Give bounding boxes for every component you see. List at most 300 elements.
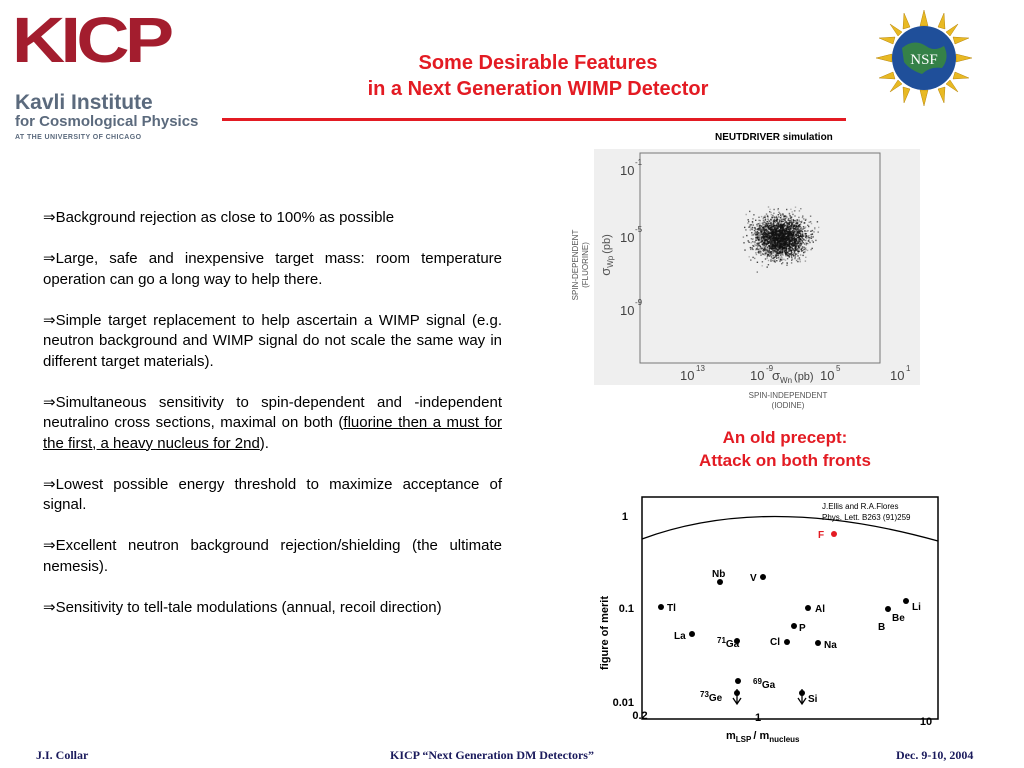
scatter-point [791, 217, 792, 218]
scatter-point [779, 246, 780, 247]
scatter-point [801, 251, 802, 252]
scatter-point [768, 256, 769, 257]
scatter-point [757, 231, 758, 232]
scatter-point [777, 245, 778, 246]
scatter-point [790, 230, 791, 231]
scatter-point [798, 246, 799, 247]
scatter-point [757, 252, 758, 253]
element-point [784, 639, 790, 645]
scatter-point [762, 250, 763, 251]
scatter-point [746, 214, 747, 215]
scatter-point [784, 237, 785, 238]
scatter-point [789, 243, 790, 244]
scatter-point [800, 254, 801, 255]
scatter-point [789, 231, 790, 232]
scatter-point [759, 223, 760, 224]
scatter-point [759, 243, 760, 244]
scatter-point [776, 233, 777, 234]
scatter-point [806, 233, 807, 234]
scatter-point [758, 220, 759, 221]
scatter-point [782, 246, 783, 247]
bullet-list [43, 208, 502, 639]
y-tick-base: 10 [620, 163, 635, 178]
scatter-point [772, 246, 773, 247]
scatter-point [792, 244, 793, 245]
scatter-point [754, 244, 755, 245]
y-axis-unit: (pb) [601, 234, 613, 254]
scatter-point [789, 238, 790, 239]
scatter-point [799, 231, 800, 232]
scatter-point [797, 226, 798, 227]
scatter-point [777, 221, 778, 222]
scatter-point [778, 224, 779, 225]
y-tick-label: 0.01 [612, 697, 634, 709]
scatter-point [786, 226, 787, 227]
scatter-point [763, 237, 764, 238]
scatter-point [785, 250, 786, 251]
scatter-point [784, 234, 785, 235]
scatter-point [783, 215, 784, 216]
scatter-point [772, 215, 773, 216]
scatter-point [804, 230, 805, 231]
scatter-point [786, 236, 787, 237]
scatter-point [805, 257, 806, 258]
element-label: Cl [770, 637, 780, 648]
scatter-point [751, 247, 752, 248]
x-axis-slash: / m [753, 730, 770, 742]
x-tick-label: 1 [754, 712, 762, 724]
scatter-point [777, 209, 778, 210]
scatter-point [771, 252, 772, 253]
scatter-point [750, 228, 751, 229]
scatter-point [751, 242, 752, 243]
scatter-point [781, 256, 782, 257]
scatter-point [770, 227, 771, 228]
scatter-point [772, 250, 773, 251]
scatter-point [766, 213, 767, 214]
scatter-point [760, 248, 761, 249]
y-tick-exp: -5 [635, 225, 643, 234]
scatter-point [764, 242, 765, 243]
scatter-point [817, 221, 818, 222]
scatter-point [799, 221, 800, 222]
y-axis-label-bottom: (FLUORINE) [581, 242, 590, 288]
element-label: $^{69}$Ga [753, 677, 776, 691]
element-point [885, 606, 891, 612]
scatter-point [781, 259, 782, 260]
scatter-point [754, 258, 755, 259]
scatter-point [787, 239, 788, 240]
scatter-point [745, 229, 746, 230]
scatter-point [792, 254, 793, 255]
scatter-point [795, 250, 796, 251]
scatter-point [799, 249, 800, 250]
simulation-caption: NEUTDRIVER simulation [715, 132, 833, 143]
scatter-point [787, 263, 788, 264]
scatter-point [770, 242, 771, 243]
scatter-point [783, 216, 784, 217]
scatter-point [767, 239, 768, 240]
scatter-point [775, 261, 776, 262]
scatter-point [760, 229, 761, 230]
scatter-point [763, 226, 764, 227]
scatter-point [805, 249, 806, 250]
scatter-point [798, 220, 799, 221]
scatter-point [753, 234, 754, 235]
scatter-point [761, 216, 762, 217]
scatter-point [796, 244, 797, 245]
scatter-point [777, 219, 778, 220]
scatter-point [775, 231, 776, 232]
scatter-point [764, 228, 765, 229]
element-label: Nb [712, 569, 726, 580]
x-axis-m: m [726, 730, 736, 742]
y-axis-label: figure of merit [599, 596, 611, 670]
scatter-point [805, 247, 806, 248]
scatter-point [778, 212, 779, 213]
x-axis-label-top: SPIN-INDEPENDENT [748, 391, 828, 400]
scatter-point [762, 244, 763, 245]
scatter-point [808, 239, 809, 240]
scatter-point [773, 237, 774, 238]
element-label: F [818, 530, 825, 541]
scatter-point [791, 239, 792, 240]
element-label: Si [808, 694, 818, 705]
scatter-point [773, 234, 774, 235]
scatter-point [784, 222, 785, 223]
y-axis-label-top: SPIN-DEPENDENT [571, 229, 580, 301]
scatter-point [754, 230, 755, 231]
scatter-point [769, 240, 770, 241]
scatter-point [781, 251, 782, 252]
scatter-point [815, 240, 816, 241]
x-axis-sub: Wn [780, 376, 793, 385]
scatter-point [794, 245, 795, 246]
scatter-point [789, 213, 790, 214]
scatter-point [756, 243, 757, 244]
scatter-point [800, 228, 801, 229]
scatter-point [780, 215, 781, 216]
scatter-point [803, 235, 804, 236]
scatter-point [767, 256, 768, 257]
university-text: AT THE UNIVERSITY OF CHICAGO [15, 134, 142, 141]
scatter-point [771, 221, 772, 222]
scatter-point [791, 248, 792, 249]
scatter-point [767, 227, 768, 228]
scatter-point [781, 216, 782, 217]
element-label: Tl [667, 603, 676, 614]
scatter-point [752, 229, 753, 230]
scatter-point [808, 235, 809, 236]
scatter-point [805, 219, 806, 220]
scatter-point [777, 249, 778, 250]
scatter-point [813, 236, 814, 237]
figure-of-merit-plot [596, 493, 952, 743]
scatter-point [774, 240, 775, 241]
scatter-point [792, 211, 793, 212]
scatter-point [782, 254, 783, 255]
scatter-point [797, 231, 798, 232]
scatter-point [763, 220, 764, 221]
x-axis-sub-nucleus: nucleus [769, 735, 800, 743]
scatter-point [763, 234, 764, 235]
scatter-point [766, 233, 767, 234]
scatter-point [746, 235, 747, 236]
scatter-point [743, 236, 744, 237]
scatter-point [804, 222, 805, 223]
scatter-point [791, 250, 792, 251]
scatter-point [753, 224, 754, 225]
scatter-point [780, 237, 781, 238]
scatter-point [769, 209, 770, 210]
scatter-point [748, 221, 749, 222]
scatter-point [799, 247, 800, 248]
scatter-point [792, 238, 793, 239]
scatter-point [764, 217, 765, 218]
scatter-point [764, 222, 765, 223]
scatter-point [788, 229, 789, 230]
scatter-point [798, 234, 799, 235]
x-axis-sub-lsp: LSP [735, 735, 752, 743]
scatter-point [768, 264, 769, 265]
scatter-point [794, 258, 795, 259]
scatter-point [785, 225, 786, 226]
scatter-point [786, 233, 787, 234]
scatter-point [789, 249, 790, 250]
element-point [658, 604, 664, 610]
scatter-point [772, 258, 773, 259]
scatter-point [785, 260, 786, 261]
scatter-point [802, 246, 803, 247]
scatter-point [759, 228, 760, 229]
scatter-point [790, 220, 791, 221]
scatter-point [775, 225, 776, 226]
scatter-point [744, 227, 745, 228]
element-label: $^{73}$Ge [700, 690, 723, 704]
scatter-point [786, 238, 787, 239]
scatter-point [808, 241, 809, 242]
scatter-point [787, 258, 788, 259]
scatter-point [760, 255, 761, 256]
scatter-point [764, 239, 765, 240]
scatter-point [764, 248, 765, 249]
scatter-point [796, 238, 797, 239]
scatter-point [784, 231, 785, 232]
scatter-point [801, 249, 802, 250]
scatter-point [791, 222, 792, 223]
scatter-point [752, 245, 753, 246]
scatter-point [778, 254, 779, 255]
reference-line2: Phys. Lett. B263 (91)259 [822, 513, 911, 522]
scatter-point [780, 217, 781, 218]
scatter-point [782, 235, 783, 236]
scatter-point [776, 216, 777, 217]
footer-author: J.I. Collar [36, 748, 89, 762]
scatter-point [778, 225, 779, 226]
scatter-point [759, 235, 760, 236]
x-tick-exp: -9 [766, 364, 774, 373]
scatter-point [767, 215, 768, 216]
scatter-point [784, 232, 785, 233]
x-axis-label-bottom: (IODINE) [771, 401, 805, 410]
scatter-point [795, 248, 796, 249]
scatter-point [743, 242, 744, 243]
scatter-point [775, 243, 776, 244]
scatter-point [761, 247, 762, 248]
scatter-point [779, 221, 780, 222]
scatter-point [800, 208, 801, 209]
element-point [805, 605, 811, 611]
scatter-point [811, 238, 812, 239]
scatter-point [760, 220, 761, 221]
scatter-point [784, 241, 785, 242]
scatter-point [799, 210, 800, 211]
x-tick-base: 10 [680, 368, 695, 383]
scatter-point [799, 257, 800, 258]
bullet-item: ⇒Sensitivity to tell-tale modulations (annual, recoil direction) [43, 598, 442, 616]
scatter-point [744, 249, 745, 250]
scatter-point [774, 259, 775, 260]
scatter-point [792, 214, 793, 215]
scatter-point [796, 247, 797, 248]
scatter-point [772, 231, 773, 232]
scatter-point [797, 250, 798, 251]
scatter-point [750, 249, 751, 250]
scatter-point [776, 248, 777, 249]
scatter-point [768, 260, 769, 261]
scatter-point [781, 223, 782, 224]
bullet-item: ⇒Lowest possible energy threshold to maximize acceptance of signal. [43, 475, 502, 513]
scatter-point [752, 222, 753, 223]
scatter-point [791, 260, 792, 261]
scatter-point [755, 245, 756, 246]
element-label: $^{71}$Ga [717, 636, 740, 650]
x-tick-exp: 1 [906, 364, 911, 373]
scatter-point [751, 232, 752, 233]
scatter-point [767, 251, 768, 252]
scatter-point [786, 265, 787, 266]
scatter-point [775, 222, 776, 223]
scatter-point [764, 215, 765, 216]
scatter-point [776, 260, 777, 261]
scatter-point [801, 244, 802, 245]
scatter-point [749, 256, 750, 257]
y-tick-label: 0.1 [618, 603, 634, 615]
scatter-point [802, 217, 803, 218]
scatter-point [785, 252, 786, 253]
scatter-point [767, 219, 768, 220]
scatter-point [748, 242, 749, 243]
scatter-point [809, 242, 810, 243]
scatter-point [803, 242, 804, 243]
scatter-point [796, 260, 797, 261]
scatter-point [761, 234, 762, 235]
scatter-point [772, 242, 773, 243]
scatter-point [764, 253, 765, 254]
scatter-point [802, 234, 803, 235]
scatter-point [783, 237, 784, 238]
scatter-point [785, 254, 786, 255]
scatter-point [771, 239, 772, 240]
scatter-point [780, 254, 781, 255]
scatter-point [793, 255, 794, 256]
scatter-point [805, 234, 806, 235]
scatter-point [798, 236, 799, 237]
scatter-point [758, 249, 759, 250]
scatter-point [767, 237, 768, 238]
scatter-point [757, 237, 758, 238]
scatter-point [779, 232, 780, 233]
scatter-point [804, 247, 805, 248]
scatter-point [776, 223, 777, 224]
scatter-point [793, 235, 794, 236]
element-point [831, 531, 837, 537]
precept-text [660, 426, 910, 472]
scatter-point [748, 219, 749, 220]
scatter-point [778, 257, 779, 258]
scatter-point [810, 231, 811, 232]
scatter-point [794, 210, 795, 211]
scatter-point [779, 233, 780, 234]
scatter-point [802, 231, 803, 232]
scatter-point [757, 271, 758, 272]
scatter-point [750, 259, 751, 260]
y-axis-sigma: σ [598, 267, 613, 276]
bullet-item: ⇒Background rejection as close to 100% as possible [43, 209, 395, 226]
scatter-point [752, 249, 753, 250]
scatter-point [781, 243, 782, 244]
scatter-point [775, 256, 776, 257]
scatter-point [792, 222, 793, 223]
scatter-point [818, 227, 819, 228]
x-tick-exp: 5 [836, 364, 841, 373]
y-tick-label: 1 [621, 511, 628, 523]
scatter-point [794, 215, 795, 216]
scatter-point [786, 228, 787, 229]
scatter-point [765, 253, 766, 254]
x-tick-base: 10 [750, 368, 765, 383]
scatter-point [765, 246, 766, 247]
element-label: Be [892, 613, 905, 624]
scatter-point [762, 265, 763, 266]
scatter-point [765, 258, 766, 259]
scatter-point [776, 245, 777, 246]
scatter-point [765, 219, 766, 220]
element-point [815, 640, 821, 646]
scatter-point [774, 217, 775, 218]
element-label: Al [815, 604, 825, 615]
neutdriver-scatter-plot [560, 145, 930, 415]
scatter-point [786, 243, 787, 244]
scatter-point [790, 237, 791, 238]
bullet-item: ⇒Simultaneous sensitivity to spin-dependent and -independent neutralino cross sections, maximal on both (fluorine then a must for the first, a heavy nucleus for 2nd). [43, 393, 502, 452]
scatter-point [790, 253, 791, 254]
scatter-point [795, 207, 796, 208]
scatter-point [762, 223, 763, 224]
scatter-point [783, 229, 784, 230]
scatter-point [792, 252, 793, 253]
nsf-logo-text: NSF [910, 52, 938, 68]
scatter-point [796, 236, 797, 237]
scatter-point [788, 250, 789, 251]
scatter-point [778, 216, 779, 217]
scatter-point [802, 255, 803, 256]
scatter-point [773, 239, 774, 240]
kicp-logo-letters: KICP [12, 4, 170, 76]
scatter-point [773, 252, 774, 253]
scatter-point [771, 219, 772, 220]
precept-line2: Attack on both fronts [699, 451, 871, 470]
